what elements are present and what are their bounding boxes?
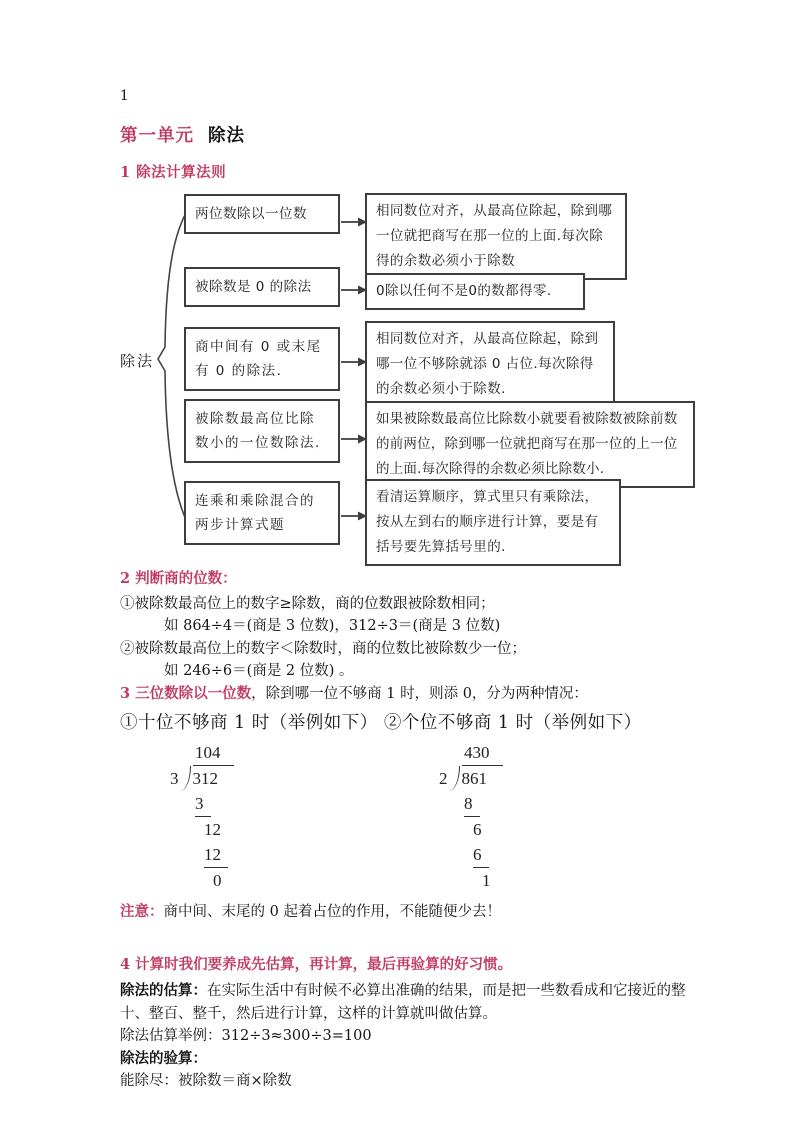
branch-desc-2: 0除以任何不是0的数都得零.: [365, 273, 585, 310]
divisor-dividend-row: [439, 765, 503, 791]
work-step: 12: [204, 820, 221, 839]
branch-label-1: 两位数除以一位数: [184, 194, 340, 234]
estimation-label: 除法的估算：: [120, 982, 207, 999]
work-step: 12: [204, 842, 234, 868]
estimation-text: 在实际生活中有时候不必算出准确的结果，而是把一些数看成和它接近的整十、整百、整千，然后进行计算，这样的计算就叫做估算。: [120, 983, 686, 1022]
section3-cases-line: ①十位不够商 1 时（举例如下） ②个位不够商 1 时（举例如下）: [120, 713, 642, 733]
work-step: 6: [473, 842, 503, 868]
note-label: 注意：: [120, 903, 164, 920]
remainder: 0: [213, 871, 222, 890]
dividend: 312: [193, 765, 235, 791]
long-division-examples: [120, 740, 697, 893]
section2-point-2: ②被除数最高位上的数字＜除数时，商的位数比被除数少一位；: [120, 640, 526, 657]
section4-heading: 4 计算时我们要养成先估算，再计算，最后再验算的好习惯。: [120, 955, 513, 973]
estimation-paragraph: [120, 980, 697, 1025]
subject-label: 除法: [208, 126, 245, 146]
page-number: 1: [120, 88, 129, 104]
division-bracket-icon: [180, 766, 191, 791]
arrow-2: [341, 286, 367, 295]
arrow-1: [341, 218, 367, 227]
unit-label: 第一单元: [120, 126, 194, 146]
arrow-5: [341, 512, 367, 521]
arrow-4: [341, 435, 367, 444]
branch-desc-3: 相同数位对齐，从最高位除起，除到哪一位不够除就添 0 占位.每次除得的余数必须小于除数.: [365, 321, 615, 408]
branch-label-5: 连乘和乘除混合的两步计算式题: [184, 481, 340, 545]
section2-point-1: ①被除数最高位上的数字≥除数，商的位数跟被除数相同；: [120, 595, 495, 612]
dividend: 861: [462, 765, 504, 791]
check-heading: 除法的验算：: [120, 1049, 207, 1067]
note-text: 商中间、末尾的 0 起着占位的作用，不能随便少去！: [163, 904, 501, 920]
quotient: 104: [195, 743, 221, 762]
remainder: 1: [482, 871, 491, 890]
section2-example-2: 如 246÷6＝(商是 2 位数) 。: [164, 663, 354, 679]
divisor-dividend-row: [170, 765, 234, 791]
diagram-root-label: 除法: [120, 352, 155, 370]
division-bracket-icon: [449, 766, 460, 791]
section3-heading-rest: ，除到哪一位不够商 1 时，则添 0，分为两种情况：: [251, 685, 588, 702]
work-step: 8: [464, 791, 503, 817]
section2-heading: 2 判断商的位数：: [120, 570, 237, 587]
section3-heading: [120, 683, 697, 706]
branch-desc-5: 看清运算顺序，算式里只有乘除法，按从左到右的顺序进行计算，要是有括号要先算括号里的.: [365, 479, 621, 566]
branch-desc-1: 相同数位对齐，从最高位除起，除到哪一位就把商写在那一位的上面.每次除得的余数必须小于除数: [365, 193, 627, 280]
quotient: 430: [464, 743, 490, 762]
arrow-3: [341, 358, 367, 367]
work-step: 6: [473, 820, 482, 839]
section2-example-1: 如 864÷4＝(商是 3 位数)，312÷3＝(商是 3 位数): [164, 618, 501, 634]
division-rules-diagram: [120, 192, 697, 558]
branch-label-2: 被除数是 0 的除法: [184, 267, 340, 307]
branch-label-4: 被除数最高位比除数小的一位数除法.: [184, 399, 340, 463]
long-division-example-1: [170, 740, 234, 893]
page-title: [120, 122, 697, 147]
section3-heading-colored: 3 三位数除以一位数: [120, 684, 252, 702]
divisor: 2: [439, 769, 448, 788]
long-division-example-2: [439, 740, 503, 893]
check-text: 能除尽：被除数＝商×除数: [120, 1073, 292, 1089]
divisor: 3: [170, 769, 179, 788]
note-line: [120, 901, 697, 924]
branch-desc-4: 如果被除数最高位比除数小就要看被除数被除前数的前两位，除到哪一位就把商写在那一位的上一位的上面.每次除得的余数必须比除数小.: [365, 401, 695, 488]
branch-label-3: 商中间有 0 或末尾有 0 的除法.: [184, 327, 340, 391]
work-step: 3: [195, 791, 234, 817]
section1-heading: 1 除法计算法则: [120, 164, 227, 181]
estimation-example: 除法估算举例：312÷3≈300÷3=100: [120, 1028, 372, 1044]
